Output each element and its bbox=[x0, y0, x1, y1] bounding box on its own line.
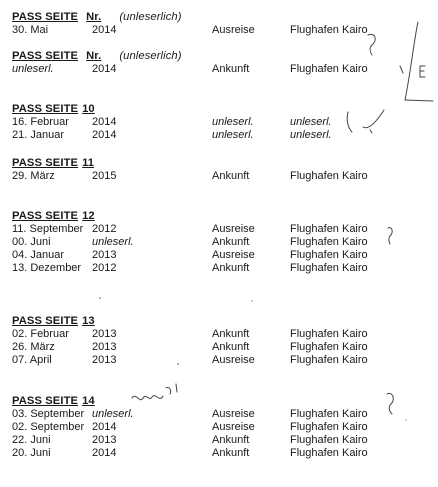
section-heading bbox=[12, 315, 95, 328]
entry-place: Flughafen Kairo bbox=[290, 408, 368, 420]
entry-place: Flughafen Kairo bbox=[290, 354, 368, 366]
entry-type: Ankunft bbox=[212, 341, 250, 353]
entry-type: Ausreise bbox=[212, 249, 255, 261]
entry-date: unleserl. bbox=[12, 63, 54, 75]
section-heading bbox=[12, 395, 95, 408]
entry-place: Flughafen Kairo bbox=[290, 447, 368, 459]
pass-page-section bbox=[12, 210, 368, 275]
entry-year: 2013 bbox=[92, 328, 117, 340]
pass-page-section bbox=[12, 11, 368, 37]
entry-type: Ankunft bbox=[212, 236, 250, 248]
entry-place: unleserl. bbox=[290, 116, 332, 128]
table-row bbox=[12, 408, 368, 421]
entry-type: Ankunft bbox=[212, 447, 250, 459]
entry-date: 02. September bbox=[12, 421, 85, 433]
entry-date: 02. Februar bbox=[12, 328, 69, 340]
heading-note: (unleserlich) bbox=[119, 11, 182, 23]
entry-date: 04. Januar bbox=[12, 249, 64, 261]
entry-year: 2014 bbox=[92, 24, 117, 36]
heading-label: PASS SEITE bbox=[12, 11, 79, 23]
entry-place: Flughafen Kairo bbox=[290, 63, 368, 75]
entry-place: Flughafen Kairo bbox=[290, 249, 368, 261]
entry-date: 00. Juni bbox=[12, 236, 51, 248]
entry-date: 11. September bbox=[12, 223, 84, 235]
entry-place: Flughafen Kairo bbox=[290, 328, 368, 340]
table-row bbox=[12, 129, 332, 142]
table-row bbox=[12, 354, 368, 367]
entry-year: 2014 bbox=[92, 63, 117, 75]
entry-type: Ausreise bbox=[212, 354, 255, 366]
entry-date: 29. März bbox=[12, 170, 55, 182]
table-row bbox=[12, 421, 368, 434]
entry-place: Flughafen Kairo bbox=[290, 223, 368, 235]
entry-year: 2012 bbox=[92, 223, 117, 235]
table-row bbox=[12, 434, 368, 447]
entry-year: 2014 bbox=[92, 447, 117, 459]
section-heading bbox=[12, 103, 95, 116]
section-heading bbox=[12, 11, 182, 24]
entry-type: Ausreise bbox=[212, 223, 255, 235]
entry-date: 21. Januar bbox=[12, 129, 64, 141]
entry-date: 07. April bbox=[12, 354, 52, 366]
table-row bbox=[12, 170, 368, 183]
heading-label: PASS SEITE bbox=[12, 103, 79, 115]
heading-label: PASS SEITE bbox=[12, 315, 79, 327]
entry-type: Ankunft bbox=[212, 328, 250, 340]
pass-page-section bbox=[12, 157, 368, 183]
table-row bbox=[12, 262, 368, 275]
entry-place: Flughafen Kairo bbox=[290, 341, 368, 353]
entry-date: 26. März bbox=[12, 341, 55, 353]
heading-number: 14 bbox=[82, 395, 95, 407]
entry-year: 2014 bbox=[92, 421, 117, 433]
entry-date: 13. Dezember bbox=[12, 262, 82, 274]
table-row bbox=[12, 447, 368, 460]
section-heading bbox=[12, 157, 94, 170]
entry-type: Ankunft bbox=[212, 63, 250, 75]
table-row bbox=[12, 341, 368, 354]
entry-year: 2013 bbox=[92, 354, 117, 366]
table-row bbox=[12, 223, 368, 236]
heading-label: PASS SEITE bbox=[12, 50, 79, 62]
entry-date: 22. Juni bbox=[12, 434, 51, 446]
entry-date: 20. Juni bbox=[12, 447, 51, 459]
heading-number: 10 bbox=[82, 103, 95, 115]
entry-place: Flughafen Kairo bbox=[290, 24, 368, 36]
entry-year: 2013 bbox=[92, 341, 117, 353]
entry-place: Flughafen Kairo bbox=[290, 170, 368, 182]
entry-place: Flughafen Kairo bbox=[290, 262, 368, 274]
entry-year: unleserl. bbox=[92, 408, 134, 420]
entry-type: Ankunft bbox=[212, 170, 250, 182]
heading-label: PASS SEITE bbox=[12, 157, 79, 169]
entry-place: Flughafen Kairo bbox=[290, 236, 368, 248]
table-row bbox=[12, 63, 368, 76]
heading-label: PASS SEITE bbox=[12, 210, 79, 222]
pass-page-section bbox=[12, 103, 332, 142]
entry-year: 2013 bbox=[92, 249, 117, 261]
heading-nr: Nr. bbox=[86, 50, 102, 62]
pass-page-section bbox=[12, 395, 368, 460]
entry-type: Ausreise bbox=[212, 408, 255, 420]
entry-type: Ankunft bbox=[212, 262, 250, 274]
entry-year: 2015 bbox=[92, 170, 117, 182]
entry-type: unleserl. bbox=[212, 129, 254, 141]
entry-date: 16. Februar bbox=[12, 116, 69, 128]
entry-type: Ausreise bbox=[212, 24, 255, 36]
entry-type: Ankunft bbox=[212, 434, 250, 446]
heading-note: (unleserlich) bbox=[119, 50, 182, 62]
table-row bbox=[12, 328, 368, 341]
entry-place: Flughafen Kairo bbox=[290, 421, 368, 433]
section-heading bbox=[12, 210, 95, 223]
entry-year: 2013 bbox=[92, 434, 117, 446]
pass-page-section bbox=[12, 50, 368, 76]
entry-year: 2014 bbox=[92, 116, 117, 128]
heading-number: 12 bbox=[82, 210, 95, 222]
heading-nr: Nr. bbox=[86, 11, 102, 23]
table-row bbox=[12, 236, 368, 249]
entry-place: unleserl. bbox=[290, 129, 332, 141]
table-row bbox=[12, 249, 368, 262]
entry-year: unleserl. bbox=[92, 236, 134, 248]
table-row bbox=[12, 24, 368, 37]
entry-type: Ausreise bbox=[212, 421, 255, 433]
entry-year: 2014 bbox=[92, 129, 117, 141]
heading-number: 13 bbox=[82, 315, 95, 327]
heading-label: PASS SEITE bbox=[12, 395, 79, 407]
entry-year: 2012 bbox=[92, 262, 117, 274]
entry-type: unleserl. bbox=[212, 116, 254, 128]
table-row bbox=[12, 116, 332, 129]
entry-place: Flughafen Kairo bbox=[290, 434, 368, 446]
entry-date: 30. Mai bbox=[12, 24, 49, 36]
pass-page-section bbox=[12, 315, 368, 367]
section-heading bbox=[12, 50, 182, 63]
heading-number: 11 bbox=[82, 157, 95, 169]
entry-date: 03. September bbox=[12, 408, 85, 420]
